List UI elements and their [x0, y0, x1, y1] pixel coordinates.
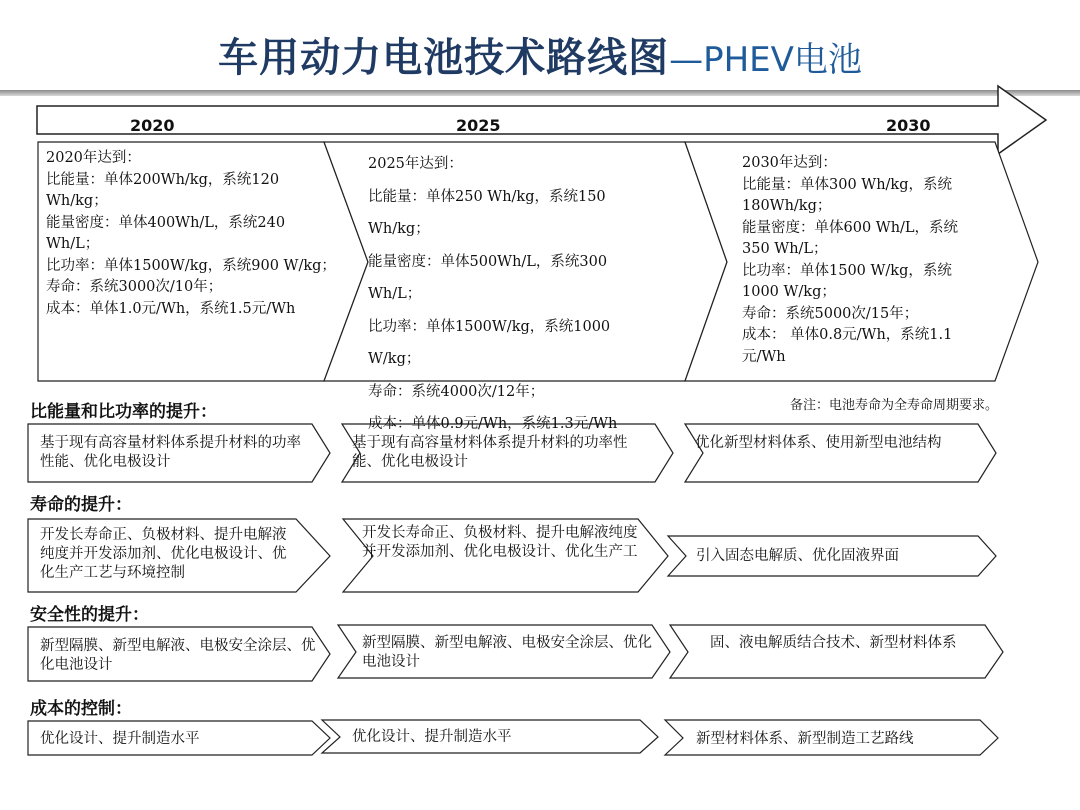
year-label-2025: 2025	[456, 116, 501, 135]
section-title-energy: 比能量和比功率的提升：	[30, 402, 217, 422]
arrow-text: 基于现有高容量材料体系提升材料的功率性能、优化电极设计	[352, 435, 628, 470]
target-text-2030	[742, 153, 982, 368]
arrow-text: 优化设计、提升制造水平	[40, 731, 200, 747]
arrow-s1-3	[685, 424, 996, 482]
target-line: 比功率：单体1500W/kg，系统900 W/kg；	[46, 257, 336, 274]
target-line: 成本：单体0.9元/Wh，系统1.3元/Wh	[368, 416, 618, 432]
target-heading: 2025年达到：	[368, 156, 463, 172]
arrow-text: 新型隔膜、新型电解液、电极安全涂层、优化电池设计	[362, 635, 652, 670]
title-sub: —PHEV电池	[669, 40, 862, 80]
section-title-life: 寿命的提升：	[30, 495, 132, 515]
target-line: 寿命：系统4000次/12年；	[368, 383, 545, 400]
year-label-2030: 2030	[886, 116, 931, 135]
arrow-text: 固、液电解质结合技术、新型材料体系	[710, 635, 957, 651]
target-line: 比能量：单体200Wh/kg，系统120 Wh/kg；	[46, 171, 280, 209]
arrow-text: 优化新型材料体系、使用新型电池结构	[695, 435, 942, 451]
arrow-text: 新型隔膜、新型电解液、电极安全涂层、优化电池设计	[40, 638, 316, 673]
target-line: 比能量：单体300 Wh/kg，系统180Wh/kg；	[742, 176, 952, 214]
target-text-2025	[368, 148, 658, 432]
arrow-text: 开发长寿命正、负极材料、提升电解液纯度并开发添加剂、优化电极设计、优化生产工	[362, 525, 638, 560]
arrow-text: 开发长寿命正、负极材料、提升电解液纯度并开发添加剂、优化电极设计、优化生产工艺与环境控制	[40, 527, 287, 581]
target-line: 成本： 单体0.8元/Wh，系统1.1元/Wh	[742, 327, 953, 365]
footnote: 备注：电池寿命为全寿命周期要求。	[790, 398, 999, 413]
arrow-text: 新型材料体系、新型制造工艺路线	[696, 731, 914, 747]
target-text-2020	[46, 148, 338, 320]
target-line: 能量密度：单体400Wh/L，系统240 Wh/L；	[46, 214, 286, 252]
target-line: 能量密度：单体600 Wh/L，系统350 Wh/L；	[742, 219, 959, 257]
target-line: 寿命：系统3000次/10年；	[46, 279, 223, 295]
title-main: 车用动力电池技术路线图	[218, 35, 670, 81]
target-heading: 2030年达到：	[742, 155, 837, 171]
arrow-text: 优化设计、提升制造水平	[352, 729, 512, 745]
arrow-text: 基于现有高容量材料体系提升材料的功率性能、优化电极设计	[40, 435, 301, 470]
target-line: 成本：单体1.0元/Wh，系统1.5元/Wh	[46, 300, 296, 317]
target-heading: 2020年达到：	[46, 150, 141, 166]
target-line: 寿命：系统5000次/15年；	[742, 305, 919, 322]
target-line: 能量密度：单体500Wh/L，系统300 Wh/L；	[368, 253, 608, 302]
target-line: 比能量：单体250 Wh/kg，系统150 Wh/kg；	[368, 188, 606, 237]
target-line: 比功率：单体1500W/kg，系统1000 W/kg；	[368, 318, 611, 367]
target-line: 比功率：单体1500 W/kg，系统1000 W/kg；	[742, 262, 952, 300]
arrow-text: 引入固态电解质、优化固液界面	[696, 548, 899, 564]
year-label-2020: 2020	[130, 116, 175, 135]
section-title-safety: 安全性的提升：	[30, 605, 149, 625]
section-title-cost: 成本的控制：	[30, 699, 132, 719]
